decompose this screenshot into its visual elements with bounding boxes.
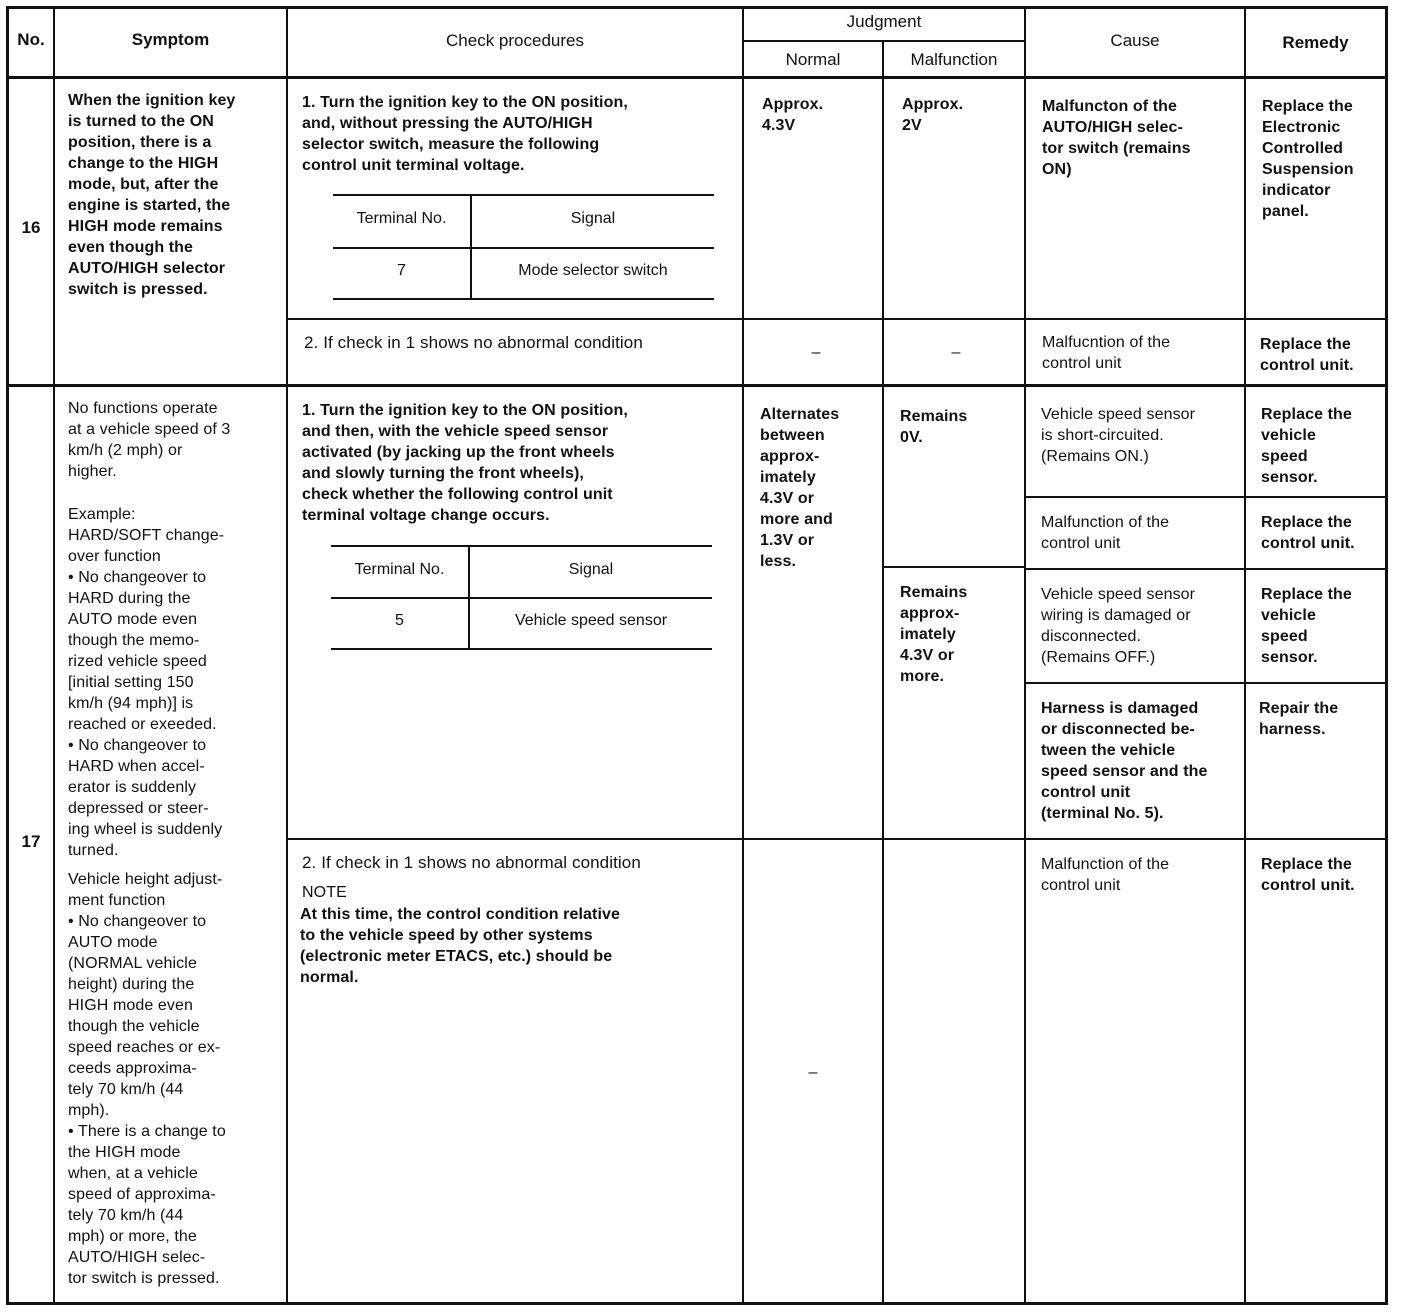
header-divider — [6, 76, 1388, 79]
row16-step1-cause: Malfuncton of the AUTO/HIGH selec- tor switch (remains ON) — [1042, 98, 1191, 178]
col-line-5 — [1024, 6, 1026, 1305]
row16-step2-procedure: 2. If check in 1 shows no abnormal condition — [304, 333, 643, 352]
row16-inner-signal: Mode selector switch — [518, 262, 668, 279]
row17-cause-divider-b — [1024, 568, 1388, 570]
header-check-procedures: Check procedures — [446, 31, 584, 50]
row16-inner-terminal-no: 7 — [397, 262, 406, 279]
row17-step1-cause-d: Harness is damaged or disconnected be- tween the vehicle speed sensor and the control unit (terminal No. 5). — [1041, 700, 1208, 822]
header-remedy: Remedy — [1282, 33, 1349, 52]
row17-step1-procedure: 1. Turn the ignition key to the ON position, and then, with the vehicle speed sensor activated (by jacking up the front wheels and slowly turning the front wheels), check whether the following control unit terminal voltage change occurs. — [302, 402, 628, 524]
row17-inner-signal: Vehicle speed sensor — [514, 612, 668, 629]
row16-step-divider — [286, 318, 1388, 320]
row16-step1-remedy: Replace the Electronic Controlled Suspension indicator panel. — [1262, 98, 1354, 220]
row16-inner-table-top — [333, 194, 714, 196]
row17-step2-judgment: – — [808, 1064, 818, 1081]
header-cause: Cause — [1110, 31, 1160, 50]
header-malfunction: Malfunction — [910, 50, 998, 69]
col-line-2 — [286, 6, 288, 1305]
header-normal: Normal — [785, 50, 841, 69]
row17-inner-header-terminal: Terminal No. — [354, 561, 445, 578]
col-line-6 — [1244, 6, 1246, 1305]
row17-step2-note-title: NOTE — [302, 884, 347, 901]
border-bottom — [6, 1302, 1388, 1305]
row17-step1-remedy-c: Replace the vehicle speed sensor. — [1261, 586, 1352, 666]
row17-step1-cause-a: Vehicle speed sensor is short-circuited. (Remains ON.) — [1041, 406, 1196, 465]
row16-step2-normal: – — [811, 344, 821, 361]
row17-inner-table-mid — [331, 597, 712, 599]
row16-inner-table-mid — [333, 247, 714, 249]
row17-cause-divider-a — [1024, 496, 1388, 498]
row16-inner-header-signal: Signal — [570, 210, 616, 227]
row17-step1-normal: Alternates between approx- imately 4.3V or more and 1.3V or less. — [760, 406, 840, 570]
judgment-divider — [744, 40, 1026, 42]
row17-malfunction-divider — [882, 566, 1026, 568]
border-top — [6, 6, 1388, 9]
col-line-3 — [742, 6, 744, 1305]
row17-step-divider — [286, 838, 1388, 840]
row17-step1-remedy-a: Replace the vehicle speed sensor. — [1261, 406, 1352, 486]
row17-step2-remedy: Replace the control unit. — [1261, 856, 1355, 894]
row16-step2-remedy: Replace the control unit. — [1260, 336, 1354, 374]
row17-step1-cause-b: Malfunction of the control unit — [1041, 514, 1170, 552]
row17-step2-cause: Malfunction of the control unit — [1041, 856, 1170, 894]
row17-inner-header-signal: Signal — [568, 561, 614, 578]
border-right — [1385, 6, 1388, 1305]
row16-step1-malfunction: Approx. 2V — [902, 96, 964, 134]
border-left — [6, 6, 9, 1305]
row16-step1-procedure: 1. Turn the ignition key to the ON position, and, without pressing the AUTO/HIGH selector switch, measure the following control unit terminal voltage. — [302, 94, 628, 174]
row17-step1-remedy-b: Replace the control unit. — [1261, 514, 1355, 552]
row16-inner-header-terminal: Terminal No. — [356, 210, 447, 227]
row17-inner-terminal-no: 5 — [395, 612, 404, 629]
row17-step2-note: At this time, the control condition relative to the vehicle speed by other systems (electronic meter ETACS, etc.) should be normal. — [300, 906, 620, 986]
row17-inner-table-top — [331, 545, 712, 547]
row16-step1-normal: Approx. 4.3V — [762, 96, 824, 134]
row17-cause-divider-c — [1024, 682, 1388, 684]
row17-symptom-example: Example: HARD/SOFT change- over function • No changeover to HARD during the AUTO mode even though the memo- rized vehicle speed [initial setting 150 km/h (94 mph)] is reached or exeeded. • No changeover to HARD when accel- erator is suddenly depressed or steer- ing wheel is suddenly turned. — [68, 506, 225, 859]
row16-step2-cause: Malfucntion of the control unit — [1042, 334, 1171, 372]
row17-number: 17 — [21, 832, 41, 851]
row16-number: 16 — [21, 218, 41, 237]
row17-symptom-intro: No functions operate at a vehicle speed of 3 km/h (2 mph) or higher. — [68, 400, 231, 480]
header-symptom: Symptom — [131, 30, 210, 49]
row17-step1-remedy-d: Repair the harness. — [1259, 700, 1339, 738]
row16-step2-malfunction: – — [951, 344, 961, 361]
row17-symptom-height: Vehicle height adjust- ment function • No changeover to AUTO mode (NORMAL vehicle height) during the HIGH mode even though the vehicle speed reaches or ex- ceeds approxima- tely 70 km/h (44 mph). • There is a change to the HIGH mode when, at a vehicle speed of approxima- tely 70 km/h (44 mph) or more, the AUTO/HIGH selec- tor switch is pressed. — [68, 871, 226, 1287]
row16-symptom: When the ignition key is turned to the ON position, there is a change to the HIGH mode, but, after the engine is started, the HIGH mode remains even though the AUTO/HIGH selector switch is pressed. — [68, 92, 236, 298]
header-judgment: Judgment — [846, 12, 922, 31]
row-divider — [6, 384, 1388, 387]
header-no: No. — [17, 30, 45, 49]
col-line-1 — [53, 6, 55, 1305]
row16-inner-table-bottom — [333, 298, 714, 300]
row17-step1-malfunction-b: Remains approx- imately 4.3V or more. — [900, 584, 968, 685]
row17-step1-cause-c: Vehicle speed sensor wiring is damaged or disconnected. (Remains OFF.) — [1041, 586, 1196, 666]
row17-inner-table-bottom — [331, 648, 712, 650]
row17-step1-malfunction-a: Remains 0V. — [900, 408, 968, 446]
col-line-4 — [882, 40, 884, 1305]
row17-step2-procedure: 2. If check in 1 shows no abnormal condition — [302, 853, 641, 872]
